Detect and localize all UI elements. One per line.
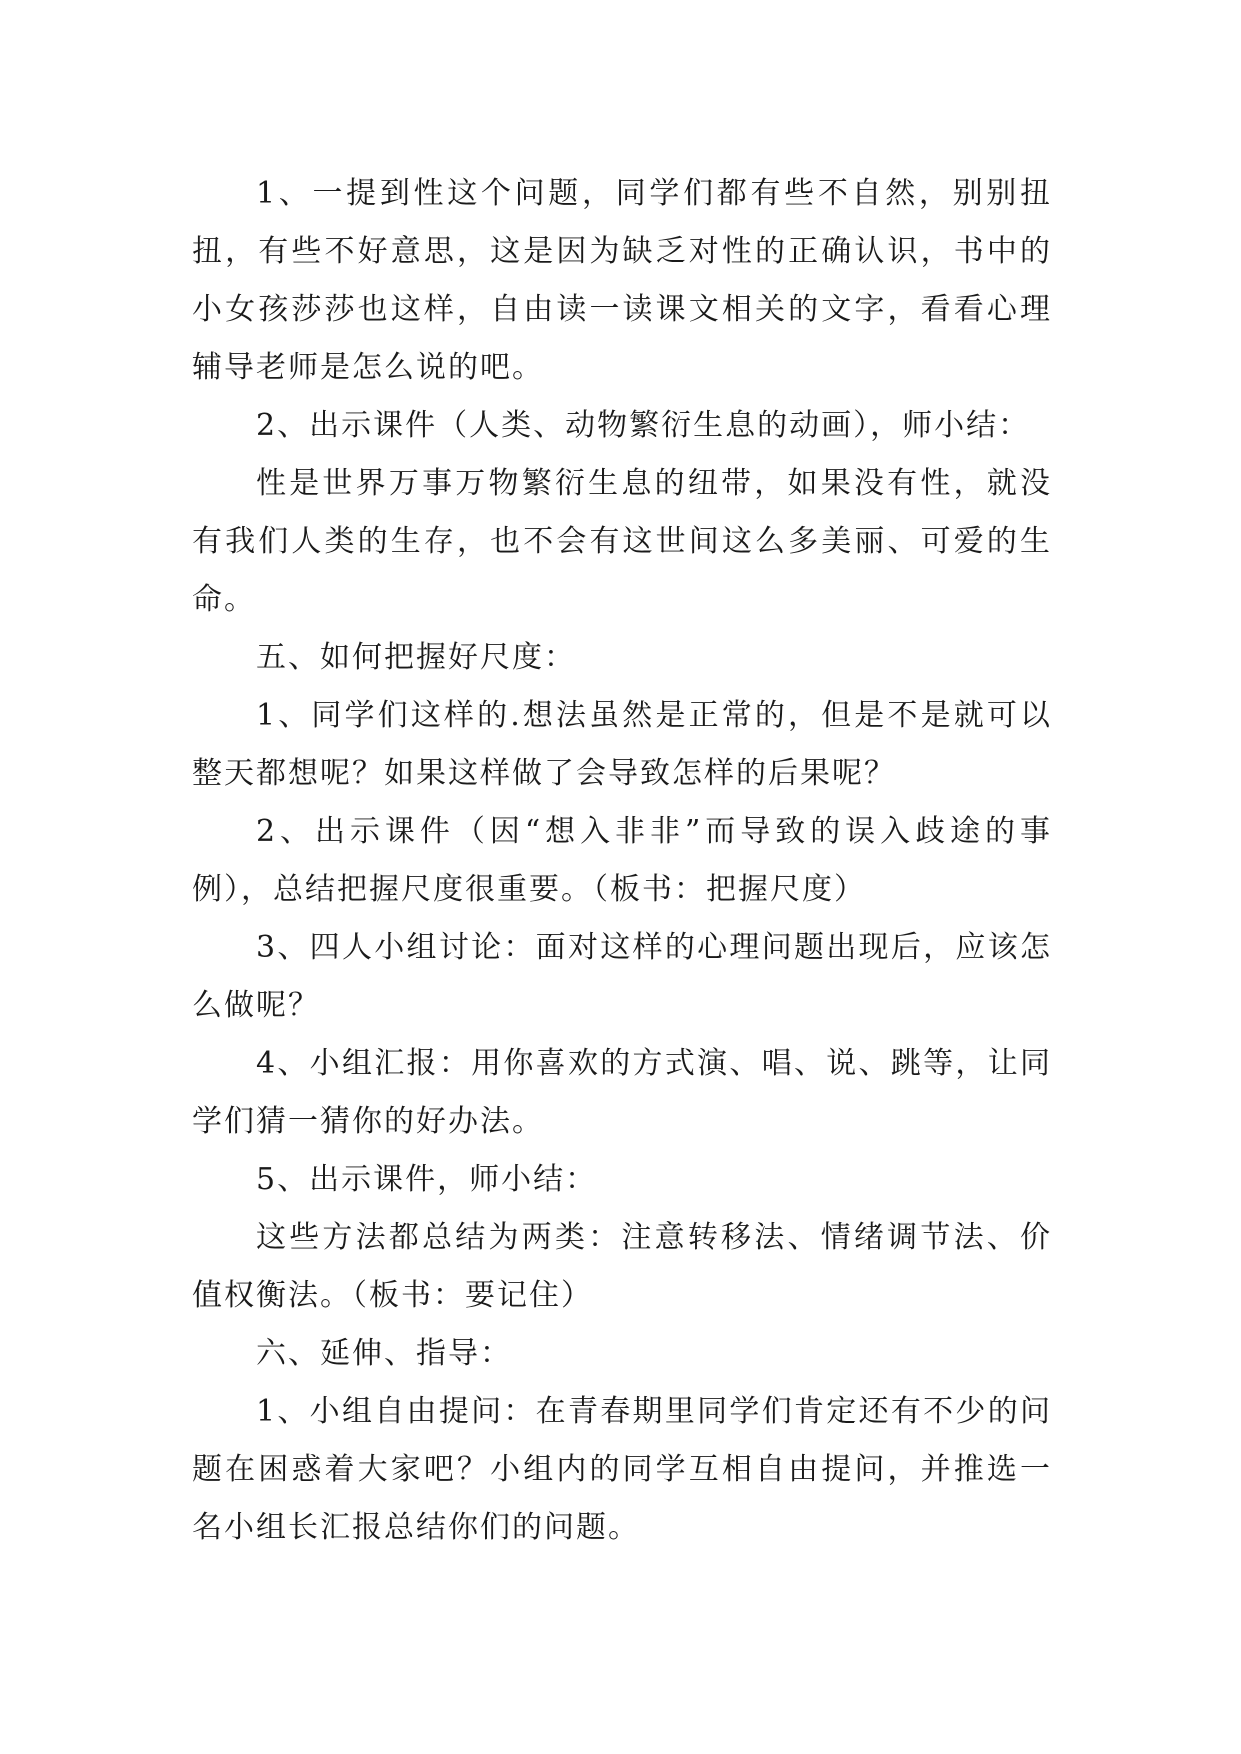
paragraph-summary-methods: 这些方法都总结为两类：注意转移法、情绪调节法、价值权衡法。（板书：要记住）	[192, 1220, 1052, 1313]
paragraph-five-item-3: 3、四人小组讨论：面对这样的心理问题出现后，应该怎么做呢？	[192, 930, 1052, 1023]
document-page	[192, 165, 1052, 1557]
paragraph-intro-item-1: 1、一提到性这个问题，同学们都有些不自然，别别扭扭，有些不好意思，这是因为缺乏对性的正确认识，书中的小女孩莎莎也这样，自由读一读课文相关的文字，看看心理辅导老师是怎么说的吧。	[192, 176, 1052, 385]
paragraph-five-item-5: 5、出示课件，师小结：	[256, 1162, 598, 1197]
paragraph-intro-item-2: 2、出示课件（人类、动物繁衍生息的动画），师小结：	[256, 408, 1031, 443]
paragraph-summary-nature: 性是世界万事万物繁衍生息的纽带，如果没有性，就没有我们人类的生存，也不会有这世间这么多美丽、可爱的生命。	[192, 466, 1052, 617]
section-heading-five: 五、如何把握好尺度：	[256, 640, 576, 675]
paragraph-five-item-1: 1、同学们这样的.想法虽然是正常的，但是不是就可以整天都想呢？如果这样做了会导致怎样的后果呢？	[192, 698, 1052, 791]
paragraph-five-item-2: 2、出示课件（因“想入非非”而导致的误入歧途的事例），总结把握尺度很重要。（板书：把握尺度）	[192, 814, 1052, 907]
paragraph-six-item-1: 1、小组自由提问：在青春期里同学们肯定还有不少的问题在困惑着大家吧？小组内的同学互相自由提问，并推选一名小组长汇报总结你们的问题。	[192, 1394, 1052, 1545]
section-heading-six: 六、延伸、指导：	[256, 1336, 512, 1371]
paragraph-five-item-4: 4、小组汇报：用你喜欢的方式演、唱、说、跳等，让同学们猜一猜你的好办法。	[192, 1046, 1052, 1139]
